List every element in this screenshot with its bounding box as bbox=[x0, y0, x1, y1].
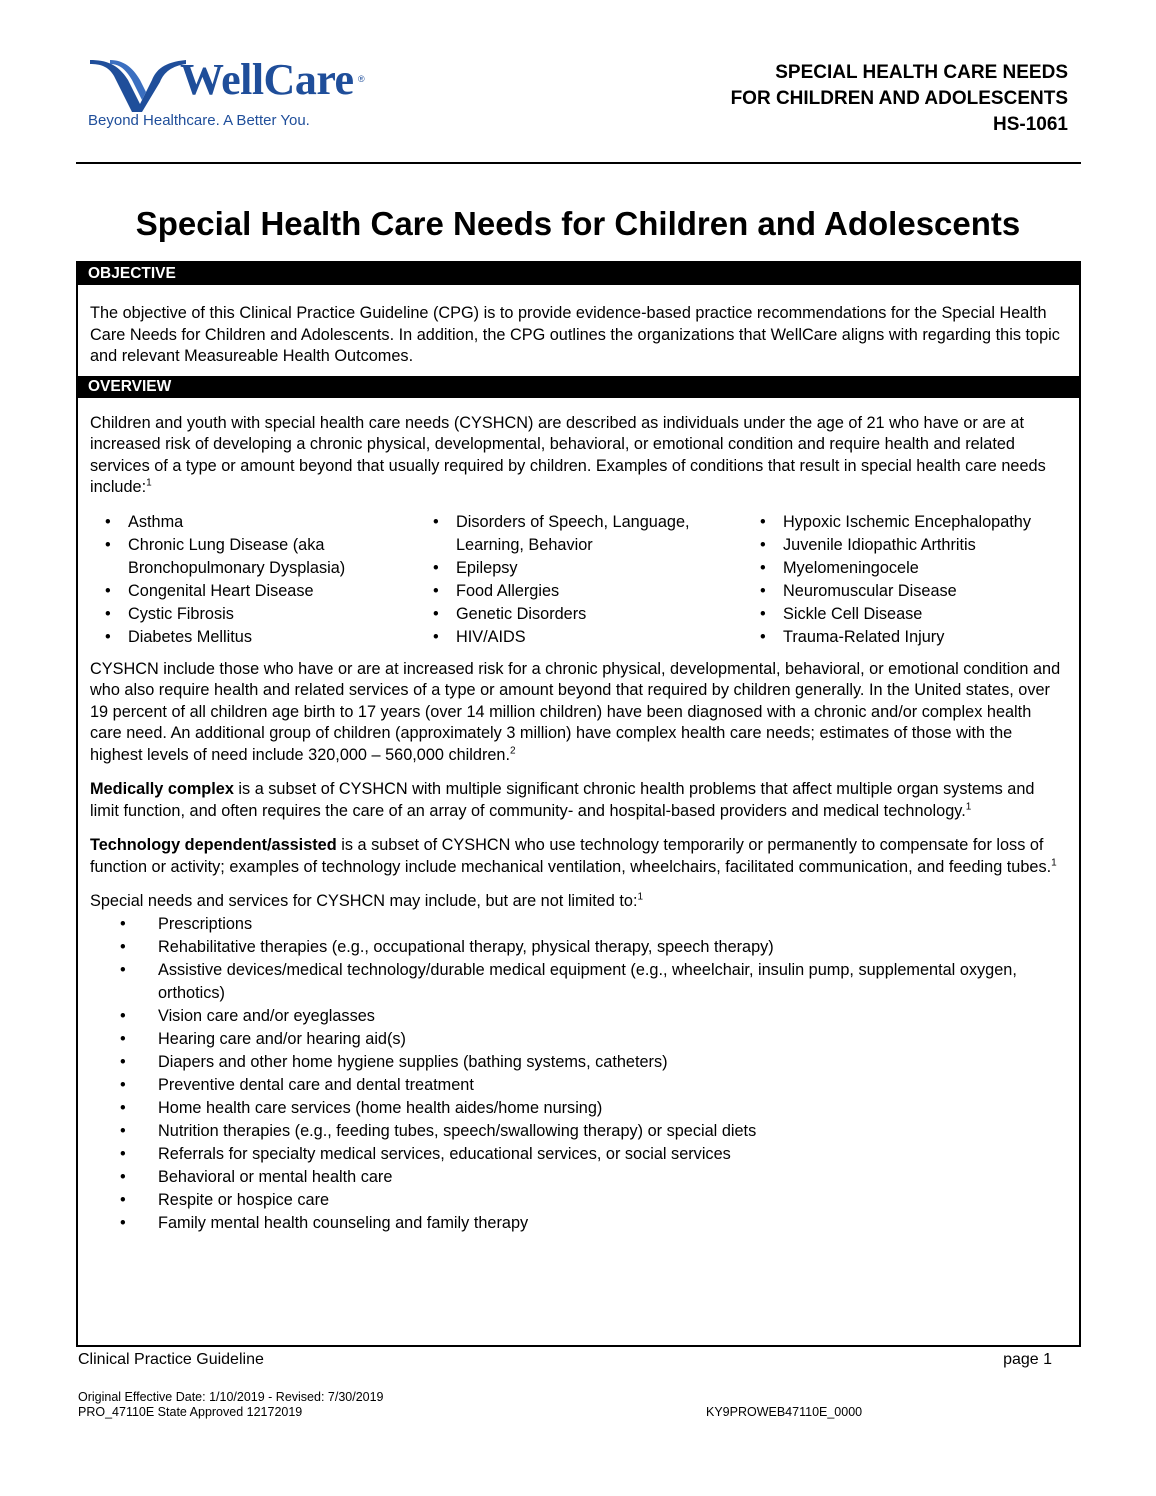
footnote-ref: 1 bbox=[637, 891, 644, 903]
prevalence-text: CYSHCN include those who have or are at increased risk for a chronic physical, developmental, behavioral, or emotional condition and who also require health and related services of a type or amount beyond that required by children generally. In the United states, over 19 percent of all children age birth to 17 years (over 14 million children) have been diagnosed with a chronic and/or complex health care need. An additional group of children (approximately 3 million) have complex health care needs; estimates of those with the highest levels of need include 320,000 – 560,000 children. bbox=[90, 659, 1061, 764]
medically-complex-text: is a subset of CYSHCN with multiple significant chronic health problems that affect multiple organ systems and limit function, and often requires the care of an array of community- and hospital-based providers and medical technology. bbox=[90, 780, 1035, 820]
service-item: • Assistive devices/medical technology/durable medical equipment (e.g., wheelchair, insulin pump, supplemental oxygen, orthotics) bbox=[114, 959, 1067, 1005]
page-title: Special Health Care Needs for Children and Adolescents bbox=[135, 205, 1021, 242]
conditions-column-1 bbox=[100, 511, 428, 649]
condition-item: • Asthma bbox=[100, 511, 428, 534]
condition-item: • Neuromuscular Disease bbox=[755, 580, 1055, 603]
objective-heading: OBJECTIVE bbox=[78, 263, 1079, 285]
content-frame bbox=[76, 261, 1081, 1347]
conditions-column-2 bbox=[428, 511, 755, 649]
service-item: • Hearing care and/or hearing aid(s) bbox=[114, 1028, 1067, 1051]
effective-dates: Original Effective Date: 1/10/2019 - Revised: 7/30/2019 bbox=[78, 1390, 384, 1404]
technology-paragraph bbox=[90, 835, 1067, 878]
conditions-list bbox=[100, 511, 1067, 649]
overview-intro bbox=[90, 413, 1067, 499]
service-item: • Preventive dental care and dental treatment bbox=[114, 1074, 1067, 1097]
service-item: • Family mental health counseling and family therapy bbox=[114, 1212, 1067, 1235]
prevalence-paragraph bbox=[90, 659, 1067, 767]
service-item: • Vision care and/or eyeglasses bbox=[114, 1005, 1067, 1028]
condition-item: • Disorders of Speech, Language, Learning, Behavior bbox=[428, 511, 755, 557]
header-line-2: FOR CHILDREN AND ADOLESCENTS bbox=[730, 88, 1068, 109]
service-item: • Prescriptions bbox=[114, 913, 1067, 936]
footnote-ref: 1 bbox=[146, 477, 152, 489]
header-line-1: SPECIAL HEALTH CARE NEEDS bbox=[775, 62, 1068, 83]
logo-wordmark: WellCare bbox=[180, 55, 354, 104]
medically-complex-term: Medically complex bbox=[90, 780, 234, 798]
condition-item: • HIV/AIDS bbox=[428, 626, 755, 649]
condition-item: • Congenital Heart Disease bbox=[100, 580, 428, 603]
wellcare-swoosh-icon bbox=[88, 56, 188, 116]
service-item: • Nutrition therapies (e.g., feeding tubes, speech/swallowing therapy) or special diets bbox=[114, 1120, 1067, 1143]
service-item: • Rehabilitative therapies (e.g., occupational therapy, physical therapy, speech therapy) bbox=[114, 936, 1067, 959]
footnote-ref: 1 bbox=[1051, 857, 1057, 869]
service-item: • Home health care services (home health aides/home nursing) bbox=[114, 1097, 1067, 1120]
conditions-column-3 bbox=[755, 511, 1055, 649]
footnote-ref: 1 bbox=[965, 801, 972, 813]
footnote-ref: 2 bbox=[510, 745, 516, 757]
objective-text: The objective of this Clinical Practice Guideline (CPG) is to provide evidence-based practice recommendations for the Special Health Care Needs for Children and Adolescents. In addition, the CPG outlines the organizations that WellCare aligns with regarding this topic and relevant Measureable Health Outcomes. bbox=[90, 304, 1060, 365]
header-divider bbox=[76, 162, 1081, 164]
logo-tagline: Beyond Healthcare. A Better You. bbox=[88, 112, 310, 129]
condition-item: • Juvenile Idiopathic Arthritis bbox=[755, 534, 1055, 557]
footer-label: Clinical Practice Guideline bbox=[78, 1351, 264, 1368]
condition-item: • Diabetes Mellitus bbox=[100, 626, 428, 649]
services-intro-text: Special needs and services for CYSHCN may include, but are not limited to: bbox=[90, 892, 638, 910]
condition-item: • Genetic Disorders bbox=[428, 603, 755, 626]
wellcare-logo bbox=[88, 52, 378, 138]
condition-item: • Hypoxic Ischemic Encephalopathy bbox=[755, 511, 1055, 534]
service-item: • Respite or hospice care bbox=[114, 1189, 1067, 1212]
condition-item: • Myelomeningocele bbox=[755, 557, 1055, 580]
service-item: • Diapers and other home hygiene supplies (bathing systems, catheters) bbox=[114, 1051, 1067, 1074]
document-code: KY9PROWEB47110E_0000 bbox=[706, 1405, 863, 1419]
page-number: page 1 bbox=[1003, 1351, 1052, 1368]
service-item: • Behavioral or mental health care bbox=[114, 1166, 1067, 1189]
service-item: • Referrals for specialty medical services, educational services, or social services bbox=[114, 1143, 1067, 1166]
services-intro bbox=[90, 891, 1067, 913]
medically-complex-paragraph bbox=[90, 779, 1067, 822]
condition-item: • Sickle Cell Disease bbox=[755, 603, 1055, 626]
technology-term: Technology dependent/assisted bbox=[90, 836, 337, 854]
condition-item: • Epilepsy bbox=[428, 557, 755, 580]
condition-item: • Chronic Lung Disease (aka Bronchopulmonary Dysplasia) bbox=[100, 534, 428, 580]
registered-mark: ® bbox=[358, 74, 365, 84]
overview-heading: OVERVIEW bbox=[78, 376, 1079, 398]
document-header bbox=[731, 60, 1068, 138]
header-code: HS-1061 bbox=[993, 114, 1068, 135]
condition-item: • Trauma-Related Injury bbox=[755, 626, 1055, 649]
footer-dates bbox=[78, 1390, 384, 1420]
services-list bbox=[114, 913, 1067, 1235]
approval-code: PRO_47110E State Approved 12172019 bbox=[78, 1405, 303, 1419]
condition-item: • Food Allergies bbox=[428, 580, 755, 603]
overview-intro-text: Children and youth with special health care needs (CYSHCN) are described as individuals under the age of 21 who have or are at increased risk of developing a chronic physical, developmental, behavioral, or emotional condition and require health and related services of a type or amount beyond that usually required by children. Examples of conditions that result in special health care needs include: bbox=[90, 413, 1046, 496]
technology-text: is a subset of CYSHCN who use technology temporarily or permanently to compensate for loss of function or activity; examples of technology include mechanical ventilation, wheelchairs, facilitated communication, and feeding tubes. bbox=[90, 836, 1052, 876]
condition-item: • Cystic Fibrosis bbox=[100, 603, 428, 626]
